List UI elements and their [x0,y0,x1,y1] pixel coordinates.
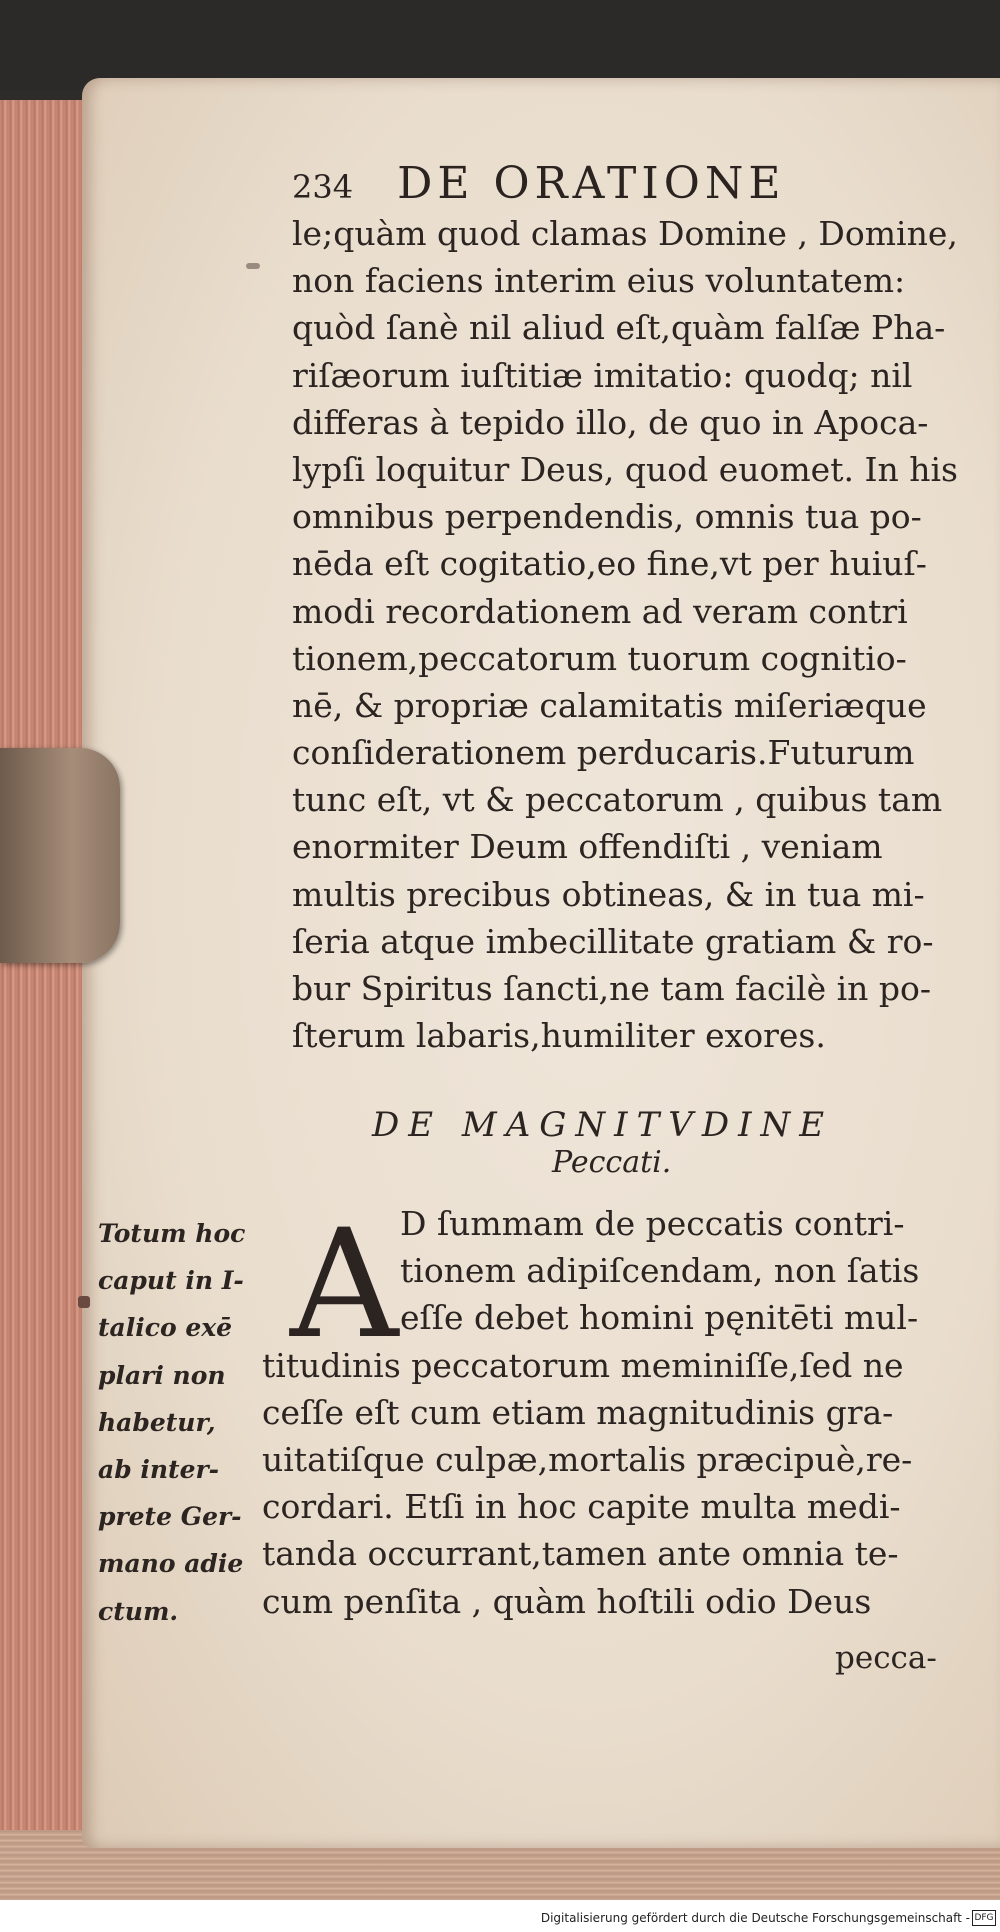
running-header [292,158,892,208]
text-line: omnibus perpendendis, omnis tua po- [292,497,922,537]
text-line: conſiderationem perducaris.Futurum [292,733,915,773]
text-line: quòd ſanè nil aliud eſt,quàm falſæ Pha- [292,308,946,348]
text-line: nē, & propriæ calamitatis miſeriæque [292,685,927,725]
text-line: lypſi loquitur Deus, quod euomet. In his [292,449,958,489]
text-line: ſterum labaris,humiliter exores. [292,1016,826,1056]
text-line: eſſe debet homini pęnitēti mul- [400,1298,919,1338]
text-line: cordari. Etſi in hoc capite multa medi- [262,1487,901,1527]
margin-note-line: ab inter- [98,1454,220,1484]
ink-speck [78,1296,90,1308]
text-line: le;quàm quod clamas Domine , Domine, [292,214,958,253]
text-line: cum penſita , quàm hoſtili odio Deus [262,1581,872,1621]
text-line: tunc eſt, vt & peccatorum , quibus tam [292,780,943,820]
bookmark-tab [0,748,120,963]
text-line: modi recordationem ad veram contri [292,591,908,631]
dfg-logo: DFG [972,1910,996,1926]
section-title: DE MAGNITVDINE [372,1105,834,1145]
margin-note [98,1210,258,1635]
margin-note-line: talico exē [98,1313,233,1343]
text-line: riſæorum iuſtitiæ imitatio: quodq; nil [292,355,913,395]
text-line: nēda eſt cogitatio,eo fine,vt per huiuſ- [292,544,927,584]
margin-note-line: caput in I- [98,1266,244,1296]
drop-cap: A [290,1198,399,1372]
body-text [292,210,972,1059]
text-line: ſeria atque imbecillitate gratiam & ro- [292,921,934,961]
margin-note-line: plari non [98,1360,226,1390]
text-line: tionem,peccatorum tuorum cognitio- [292,638,907,678]
margin-note-line: prete Ger- [98,1502,242,1532]
text-line: multis precibus obtineas, & in tua mi- [292,874,925,914]
page-number: 234 [292,168,354,206]
text-line: uitatiſque culpæ,mortalis præcipuè,re- [262,1439,913,1479]
text-line: tionem adipiſcendam, non ſatis [400,1251,920,1291]
text-line: bur Spiritus ſancti,ne tam facilè in po- [292,969,932,1008]
margin-note-line: ctum. [98,1596,179,1626]
text-line: non faciens interim eius voluntatem: [292,261,906,301]
text-line: titudinis peccatorum meminiſſe,ſed ne [262,1345,904,1385]
margin-note-line: mano adie [98,1549,244,1579]
text-line: enormiter Deum offendiſti , veniam [292,827,883,867]
section-subtitle: Peccati. [552,1145,672,1180]
text-line: differas à tepido illo, de quo in Apoca- [292,402,929,442]
funding-credit: Digitalisierung gefördert durch die Deutsche Forschungsgemeinschaft - [540,1911,970,1925]
text-line: tanda occurrant,tamen ante omnia te- [262,1534,899,1574]
book-page-edges [0,100,90,1870]
catchword: pecca- [835,1640,937,1676]
running-head-title: DE ORATIONE [397,158,786,209]
margin-note-line: Totum hoc [98,1219,246,1248]
margin-note-line: habetur, [98,1407,216,1437]
text-line: ceſſe eſt cum etiam magnitudinis gra- [262,1392,894,1432]
section-body-text [262,1200,972,1625]
scanner-background [0,0,1000,90]
text-line: D ſummam de peccatis contri- [400,1204,905,1243]
ink-speck [246,263,260,269]
